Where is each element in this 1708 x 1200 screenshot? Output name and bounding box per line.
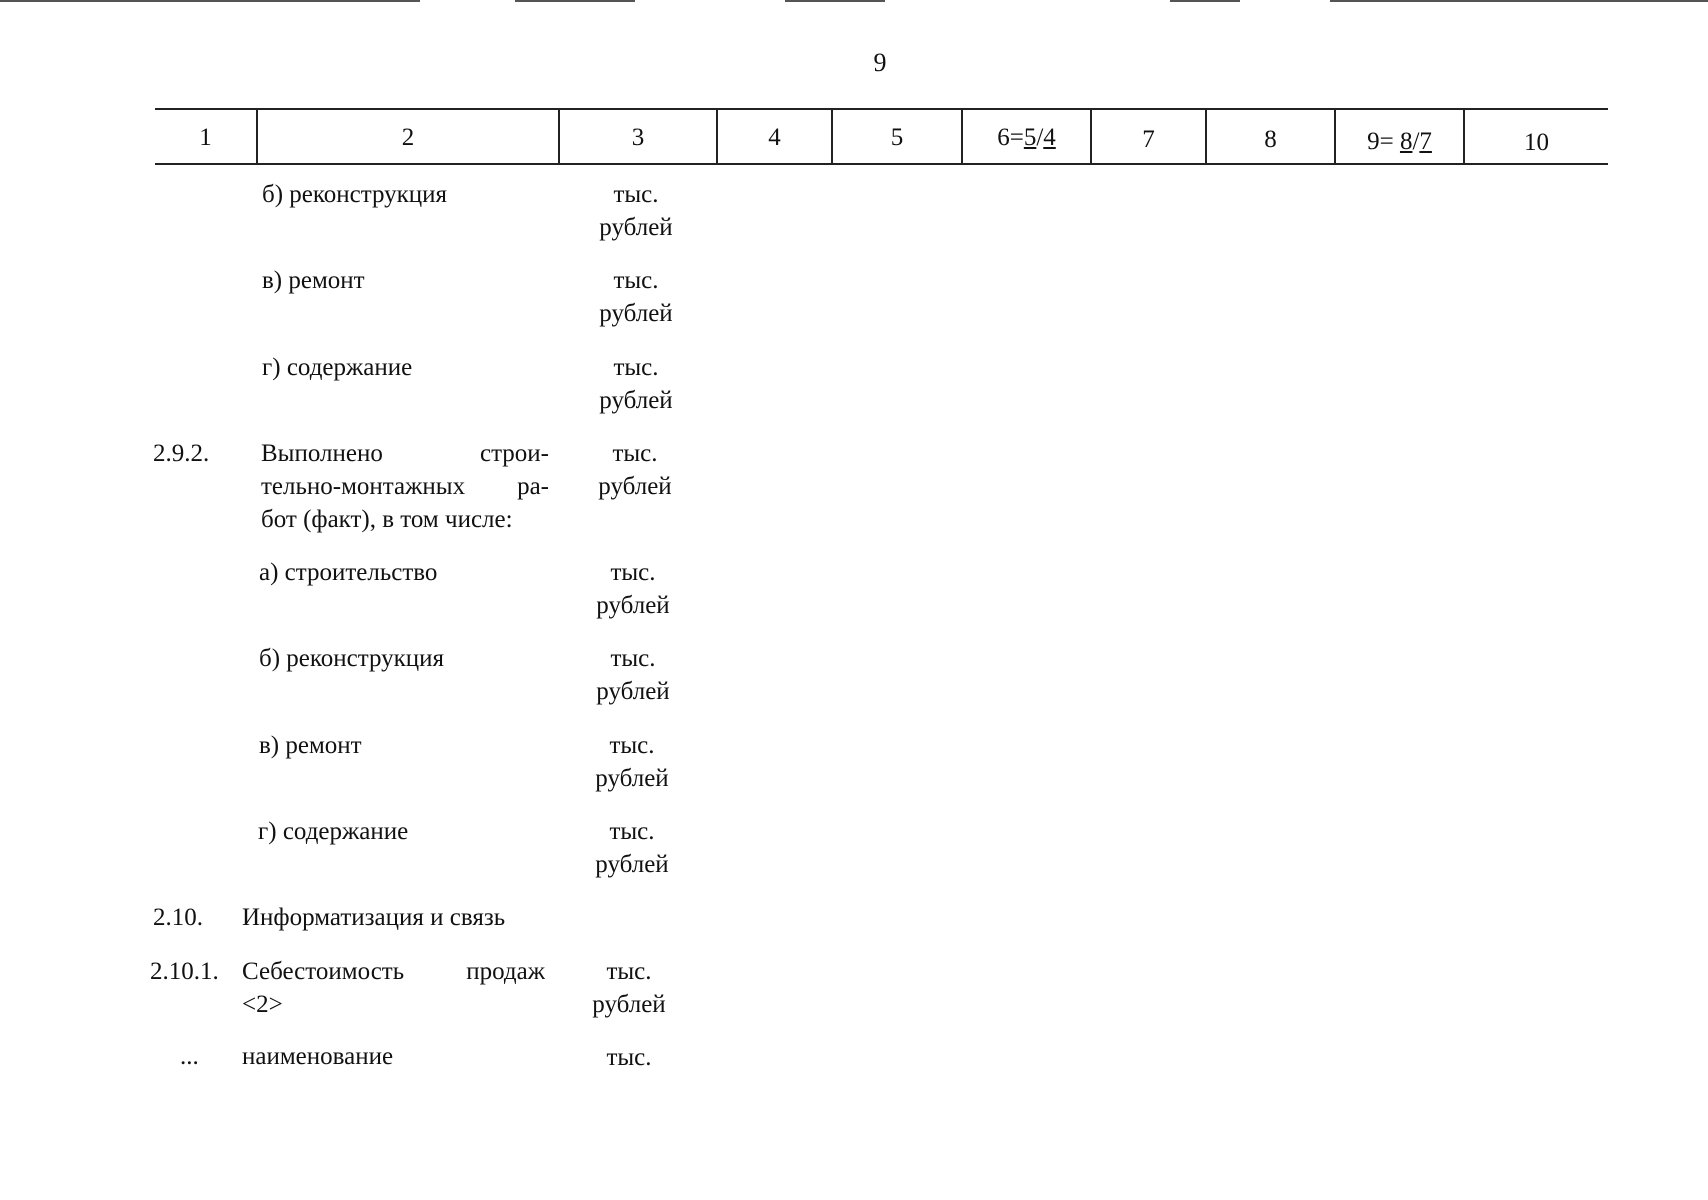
row-unit: тыс. рублей: [599, 267, 673, 327]
row-name: г) содержание: [258, 818, 409, 845]
row-number: ...: [180, 1043, 199, 1070]
page-number: 9: [873, 48, 887, 77]
header-col-1: 1: [199, 124, 212, 151]
row-unit: тыс. рублей: [595, 818, 669, 878]
header-col-6: 6=5/4: [997, 124, 1056, 151]
header-col-4: 4: [768, 124, 781, 151]
row-unit: тыс.: [606, 1044, 652, 1071]
header-top-rule: [155, 108, 1608, 110]
row-unit: тыс. рублей: [596, 559, 670, 619]
scan-edge-line: [785, 0, 885, 2]
row-name: в) ремонт: [259, 732, 362, 759]
scan-edge-line: [1330, 0, 1708, 2]
row-name: г) содержание: [262, 354, 413, 381]
header-col-10: 10: [1524, 129, 1549, 156]
header-col-3: 3: [631, 124, 645, 151]
header-col-2: 2: [401, 124, 415, 151]
row-name: б) реконструкция: [259, 645, 445, 672]
row-name: наименование: [242, 1043, 394, 1070]
row-name: б) реконструкция: [262, 181, 448, 208]
row-name: а) строительство: [259, 559, 438, 586]
row-unit: тыс. рублей: [592, 958, 666, 1018]
row-number: 2.10.: [153, 904, 203, 931]
row-unit: тыс. рублей: [595, 732, 669, 792]
scan-edge-line: [1170, 0, 1240, 2]
scan-edge-line: [515, 0, 635, 2]
row-unit: тыс. рублей: [599, 354, 673, 414]
row-unit: тыс. рублей: [598, 440, 672, 500]
row-name: Себестоимость продаж <2>: [242, 958, 545, 1018]
row-unit: тыс. рублей: [596, 645, 670, 705]
row-name: Информатизация и связь: [242, 904, 506, 931]
row-number: 2.9.2.: [153, 440, 210, 467]
row-name: Выполнено строи- тельно-монтажных ра- бот (факт), в том числе:: [261, 440, 549, 533]
header-col-7: 7: [1142, 126, 1155, 153]
header-col-8: 8: [1264, 126, 1277, 153]
row-unit: тыс. рублей: [599, 181, 673, 241]
row-name: в) ремонт: [262, 267, 365, 294]
row-number: 2.10.1.: [150, 958, 219, 985]
header-col-9: 9= 8/7: [1367, 128, 1432, 155]
header-col-5: 5: [890, 124, 904, 151]
scan-edge-line: [0, 0, 420, 2]
header-bottom-rule: [155, 163, 1608, 165]
